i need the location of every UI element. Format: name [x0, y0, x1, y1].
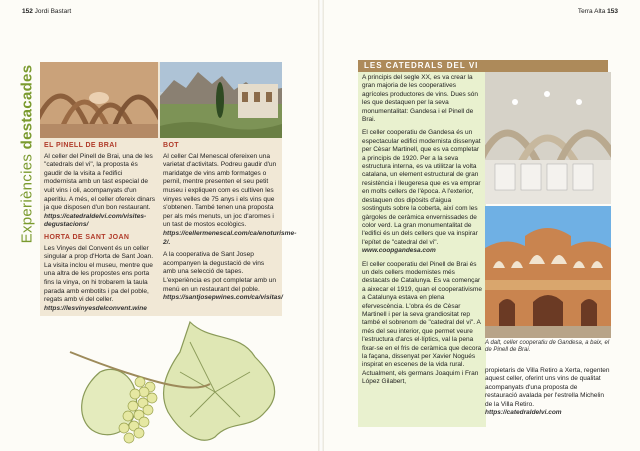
left-column-b: [163, 142, 297, 307]
cellar-arches-photo: [40, 62, 158, 138]
book-gutter: [318, 0, 324, 451]
gandesa-interior-photo: [485, 72, 611, 204]
right-page-header: [578, 8, 618, 15]
right-column-b: [485, 367, 611, 422]
side-title-text: [19, 64, 36, 243]
side-title: [14, 66, 40, 241]
cellar-arches-illustration: [40, 62, 158, 138]
pinell-facade-illustration: [485, 206, 611, 338]
vineyard-photo: [160, 62, 282, 138]
catedrals-title: LES CATEDRALS DEL VI: [364, 61, 479, 70]
brai-link[interactable]: https://catedraldelvi.com/visites-degustacions/: [44, 212, 147, 229]
gandesa-paragraph: [362, 129, 482, 255]
brai-text: [44, 153, 156, 230]
right-page-number: 153: [607, 8, 618, 15]
right-column-a: [362, 74, 482, 392]
horta-link[interactable]: https://lesvinyesdelconvent.wine: [44, 304, 147, 312]
bot-text-2: [163, 251, 283, 303]
bot-link-1[interactable]: https://cellermenescal.com/ca/enoturisme-2/.: [163, 229, 297, 246]
bot-link-2[interactable]: https://santjosepwines.com/ca/visitas/: [163, 294, 283, 302]
horta-text: [44, 245, 156, 314]
side-title-a: Experiències: [18, 153, 36, 243]
side-title-b: destacades: [18, 64, 36, 149]
photo-caption: A dalt, celler cooperatiu de Gandesa, a baix, el de Pinell de Brai.: [485, 340, 610, 354]
retiro-text: propietaris de Villa Retiro a Xerta, regenten aquest celler, oferint uns vins de qualitat acompanyats d'una proposta de restauració avalada per l'estrella Michelin de la Villa Retiro.: [485, 367, 610, 408]
left-page-header: [22, 8, 71, 15]
left-page-number: 152: [22, 8, 33, 15]
pinell-paragraph: El celler cooperatiu del Pinell de Brai és un dels cellers modernistes més destacats de Catalunya. Es va començar a aixecar el 1919, quan el cooperativisme a Catalunya estava en plena efervescència. L'obra és de Cèsar Martinell i per la seva grandiositat rep també el sobrenom de "catedral del vi". A més del seu interior, que permet veure l'estructura d'arcs el·líptics, val la pena fixar-se en el fris de ceràmica que decora la façana, dissenyat per Xavier Nogués inspirat en escenes de la vida rural. Actualment, els germans Joaquim i Fran López Gilabert,: [362, 260, 482, 386]
left-author: Jordi Bastart: [34, 8, 72, 15]
retiro-paragraph: [485, 367, 611, 417]
left-column-a: [44, 142, 156, 317]
bot-text-1: [163, 152, 297, 248]
pinell-facade-photo: [485, 206, 611, 338]
right-region: Terra Alta: [577, 8, 606, 15]
bot-text-2-body: A la cooperativa de Sant Josep acompanyen la degustació de vins amb una selecció de tapes. L'experiència es pot completar amb un menú en un restaurant del poble.: [163, 251, 277, 293]
horta-text-body: Les Vinyes del Convent és un celler singular a prop d'Horta de Sant Joan. La visita inclou el museu, mentre que una altra de les propostes ens porta fins la vinya, on hi trobarem la taula parada amb embotits i pa del poble, regats amb vi del celler.: [44, 244, 154, 304]
catedral-link[interactable]: https://catedraldelvi.com: [485, 409, 562, 417]
bot-heading: BOT: [163, 142, 179, 149]
vineyard-illustration: [160, 62, 282, 138]
horta-heading: HORTA DE SANT JOAN: [44, 233, 130, 241]
brai-heading: EL PINELL DE BRAI: [44, 142, 118, 149]
intro-paragraph: A principis del segle XX, es va crear la gran majoria de les cooperatives agrícoles productores de vins. Dues són les que destaquen per la seva monumentalitat: Gandesa i el Pinell de Brai.: [362, 74, 478, 124]
gandesa-link[interactable]: www.coopgandesa.com: [362, 247, 436, 255]
bot-text-1-body: Al celler Cal Menescal ofereixen una varietat d'activitats. Podreu gaudir d'un maridatge de vins amb formatges o pernil, mentre presenten el seu petit museu i expliquen com es cultiven les vinyes velles de 75 anys i els vins que s'obtenen. També tenen una proposta per als més menuts, un joc d'aromes i un tast de mostos ecològics.: [163, 152, 277, 229]
gandesa-interior-illustration: [485, 72, 611, 204]
grape-leaf-illustration: [40, 312, 290, 451]
brai-text-body: Al celler del Pinell de Brai, una de les "catedrals del vi", la proposta és gaudir de la visita a l'edifici modernista amb un tast especial de vuit vins i oli, acompanyats d'un aperitiu. A més, el celler ofereix dinars ja que disposen d'un bon restaurant.: [44, 152, 156, 212]
catedrals-title-bar: [358, 60, 608, 72]
gandesa-text: El celler cooperatiu de Gandesa és un espectacular edifici modernista dissenyat per Cèsar Martinell, que es va completar a principis de 1920. Per a la seva estructura interna, es va utilitzar la volta catalana, un element estructural de gran resistència i lleugeresa que es va emprar en molts cellers de l'època. A l'exterior, destaquen dos dipòsits d'aigua sostinguts sobre la coberta, així com les gàrgoles de ceràmica envernissades de color verd. La gran monumentalitat de l'edifici és un dels cellers que va inspirar l'epítet de "catedral del vi".: [362, 129, 481, 246]
